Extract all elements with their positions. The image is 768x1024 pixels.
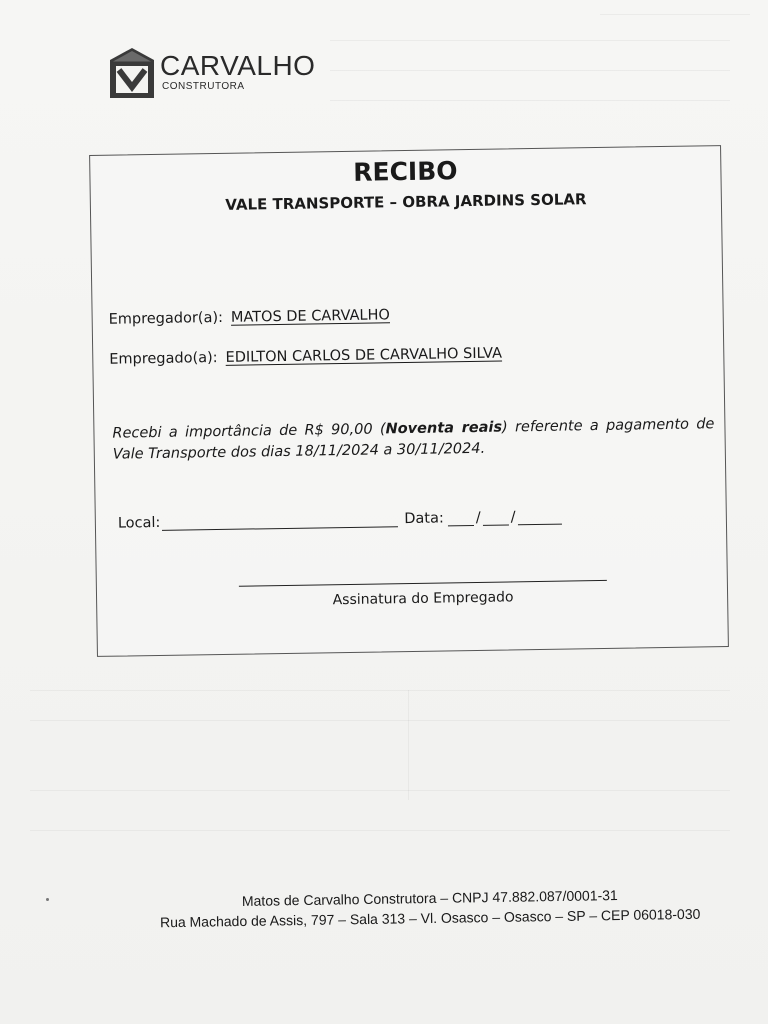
show-through-line — [30, 830, 730, 831]
logo-house-check-icon — [108, 46, 156, 100]
employee-field — [109, 346, 502, 368]
statement-prefix: Recebi a importância de R$ 90,00 ( — [112, 421, 386, 442]
receipt-statement — [112, 414, 715, 465]
show-through-line — [30, 690, 730, 691]
signature-line[interactable] — [239, 580, 607, 587]
company-logo — [108, 46, 338, 102]
statement-amount-words: Noventa reais — [385, 419, 503, 438]
employee-value: EDILTON CARLOS DE CARVALHO SILVA — [225, 345, 503, 366]
date-separator: / — [510, 509, 516, 526]
local-date-row — [118, 509, 564, 532]
date-separator: / — [475, 509, 481, 526]
receipt-title: RECIBO — [353, 156, 458, 187]
show-through-line — [330, 100, 730, 101]
show-through-line — [408, 690, 409, 800]
date-day-blank[interactable] — [448, 511, 474, 526]
date-month-blank[interactable] — [483, 510, 509, 525]
footer-company-line: Matos de Carvalho Construtora – CNPJ 47.882.087/0001-31 — [241, 887, 618, 909]
logo-name: CARVALHO — [160, 50, 316, 81]
footer-address-line: Rua Machado de Assis, 797 – Sala 313 – Vl. Osasco – Osasco – SP – CEP 06018-030 — [159, 905, 701, 931]
employer-field — [109, 307, 390, 327]
logo-subtitle: CONSTRUTORA — [162, 81, 245, 92]
local-label: Local: — [117, 514, 161, 532]
receipt-subtitle: VALE TRANSPORTE – OBRA JARDINS SOLAR — [225, 190, 587, 214]
company-footer — [120, 883, 741, 933]
date-label: Data: — [404, 510, 444, 528]
local-blank-line[interactable] — [162, 512, 398, 531]
employer-value: MATOS DE CARVALHO — [230, 307, 391, 326]
show-through-line — [30, 790, 730, 791]
show-through-line — [30, 720, 730, 721]
employee-label: Empregado(a): — [109, 350, 218, 368]
signature-label: Assinatura do Empregado — [332, 589, 514, 609]
employer-label: Empregador(a): — [108, 309, 224, 328]
scan-speck — [46, 898, 49, 901]
receipt-box — [89, 145, 729, 657]
date-year-blank[interactable] — [517, 510, 561, 526]
show-through-line — [330, 40, 730, 41]
statement-suffix: ) referente a pagamento de Vale Transporte dos dias 18/11/2024 a 30/11/2024. — [112, 416, 715, 463]
show-through-line — [330, 70, 730, 71]
show-through-line — [600, 14, 750, 15]
